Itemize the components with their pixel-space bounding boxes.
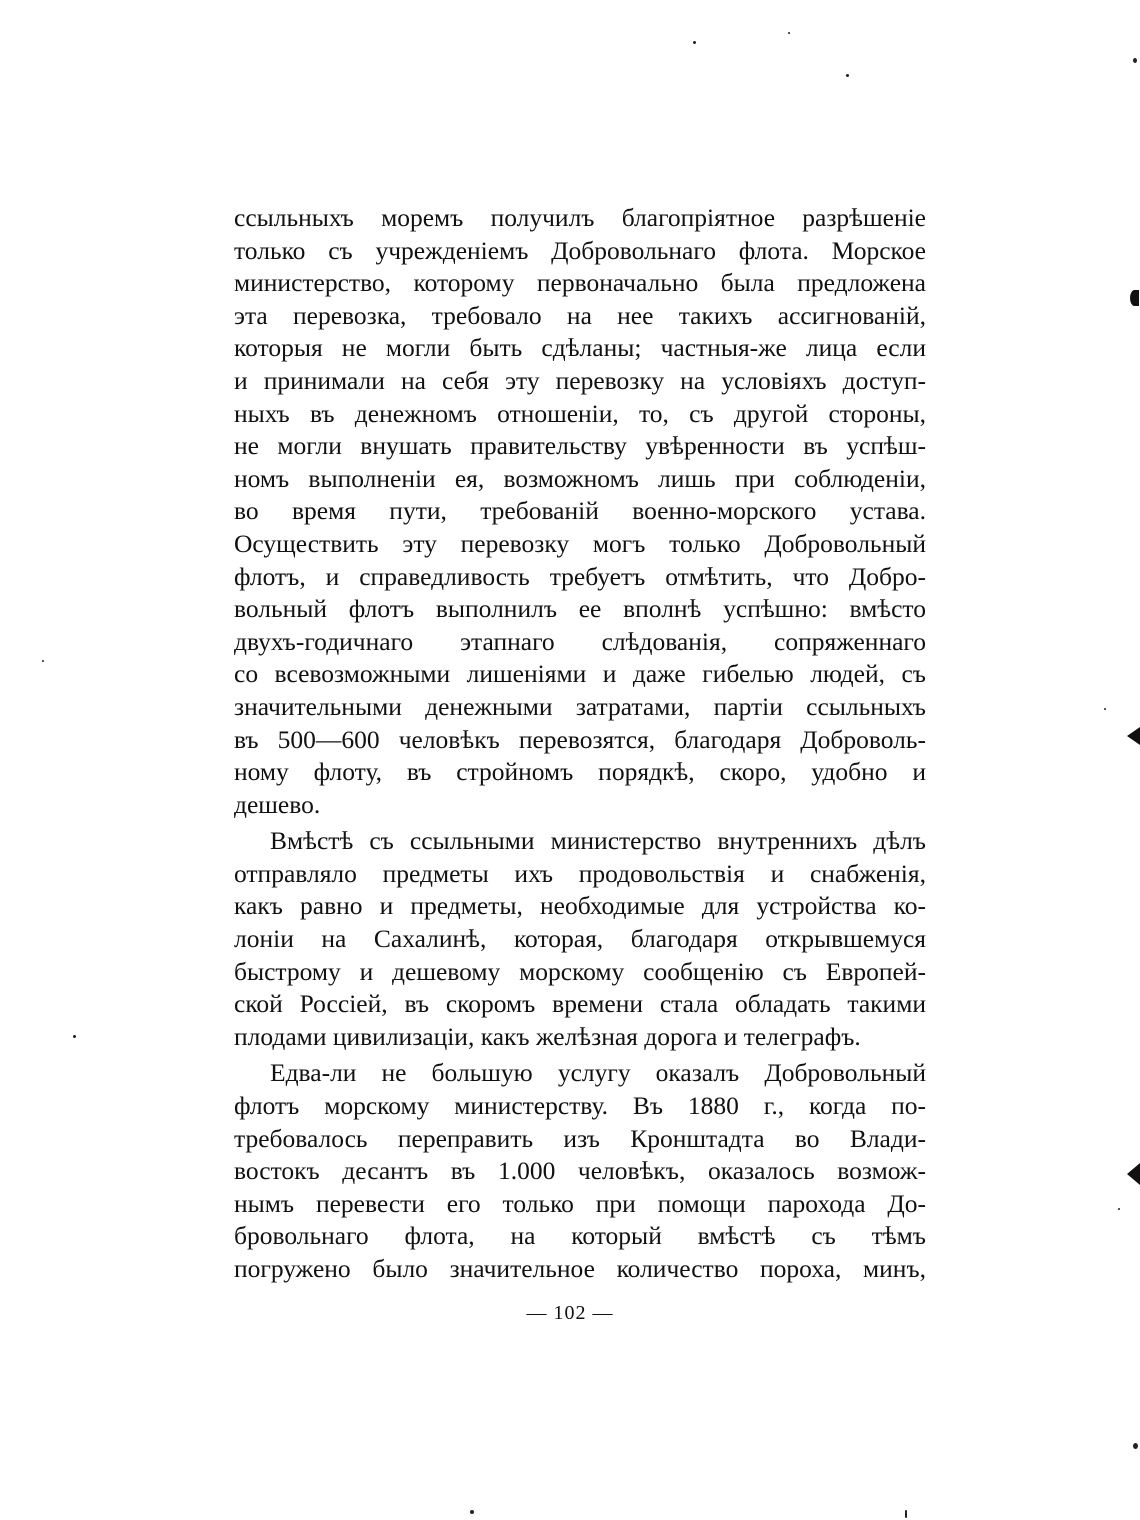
text-line: флотъ морскому министерству. Въ 1880 г., когда по- (234, 1091, 926, 1121)
scan-speck (1118, 1208, 1120, 1210)
text-line: лоніи на Сахалинѣ, которая, благодаря открывшемуся (234, 924, 926, 954)
paragraph-1 (234, 202, 926, 821)
page-edge-mark (1127, 727, 1140, 745)
scan-speck (1133, 58, 1137, 63)
text-line: во время пути, требованій военно-морского устава. (234, 496, 926, 526)
text-line: бровольнаго флота, на который вмѣстѣ съ тѣмъ (234, 1221, 926, 1251)
scan-speck (693, 41, 696, 44)
text-line: со всевозможными лишеніями и даже гибелью людей, съ (234, 659, 926, 689)
text-line: въ 500—600 человѣкъ перевозятся, благодаря Доброволь- (234, 724, 926, 754)
paragraph-3 (234, 1057, 926, 1285)
scan-speck (73, 1035, 76, 1038)
page-edge-mark (1130, 290, 1139, 306)
text-line: Осуществить эту перевозку могъ только Добровольный (234, 528, 926, 558)
page-edge-mark (1127, 1163, 1140, 1185)
text-line: какъ равно и предметы, необходимые для устройства ко- (234, 891, 926, 921)
scan-speck (846, 74, 849, 77)
text-line: быстрому и дешевому морскому сообщенію съ Европей- (234, 956, 926, 986)
text-line: дешево. (234, 789, 321, 819)
text-line: и принимали на себя эту перевозку на условіяхъ доступ- (234, 365, 926, 395)
text-line: которыя не могли быть сдѣланы; частныя-же лица если (234, 333, 926, 363)
text-line: не могли внушать правительству увѣренности въ успѣш- (234, 431, 926, 461)
text-line: ссыльныхъ моремъ получилъ благопріятное разрѣшеніе (234, 203, 926, 232)
scan-speck (1133, 1443, 1138, 1449)
text-line: Едва-ли не большую услугу оказалъ Добровольный (270, 1058, 926, 1088)
scan-speck (470, 1510, 474, 1514)
body-text (234, 202, 926, 1286)
text-line: требовалось переправить изъ Кронштадта во Влади- (234, 1123, 926, 1153)
scan-speck (42, 660, 44, 662)
text-line: Вмѣстѣ съ ссыльными министерство внутреннихъ дѣлъ (270, 826, 926, 856)
text-line: министерство, которому первоначально была предложена (234, 268, 926, 298)
paragraph-2 (234, 825, 926, 1053)
scan-speck (1104, 708, 1106, 710)
text-line: флотъ, и справедливость требуетъ отмѣтить, что Добро- (234, 561, 926, 591)
text-line: отправляло предметы ихъ продовольствія и снабженія, (234, 858, 926, 888)
text-line: ской Россіей, въ скоромъ времени стала обладать такими (234, 989, 926, 1019)
text-line: нымъ перевести его только при помощи парохода До- (234, 1188, 926, 1218)
text-line: номъ выполненіи ея, возможномъ лишь при соблюденіи, (234, 463, 926, 493)
text-line: двухъ-годичнаго этапнаго слѣдованія, сопряженнаго (234, 626, 926, 656)
text-line: погружено было значительное количество пороха, минъ, (234, 1254, 926, 1283)
text-line: ному флоту, въ стройномъ порядкѣ, скоро, удобно и (234, 757, 926, 787)
scan-speck (788, 32, 790, 34)
text-line: значительными денежными затратами, партіи ссыльныхъ (234, 691, 926, 721)
text-line: плодами цивилизаціи, какъ желѣзная дорога и телеграфъ. (234, 1021, 861, 1051)
text-line: эта перевозка, требовало на нее такихъ ассигнованій, (234, 300, 926, 330)
text-line: только съ учрежденіемъ Добровольнаго флота. Морское (234, 235, 926, 265)
page-number: — 102 — (526, 1302, 614, 1324)
scan-speck (905, 1510, 907, 1518)
text-line: востокъ десантъ въ 1.000 человѣкъ, оказалось возмож- (234, 1156, 926, 1186)
text-line: вольный флотъ выполнилъ ее вполнѣ успѣшно: вмѣсто (234, 594, 926, 624)
text-line: ныхъ въ денежномъ отношеніи, то, съ другой стороны, (234, 398, 926, 428)
